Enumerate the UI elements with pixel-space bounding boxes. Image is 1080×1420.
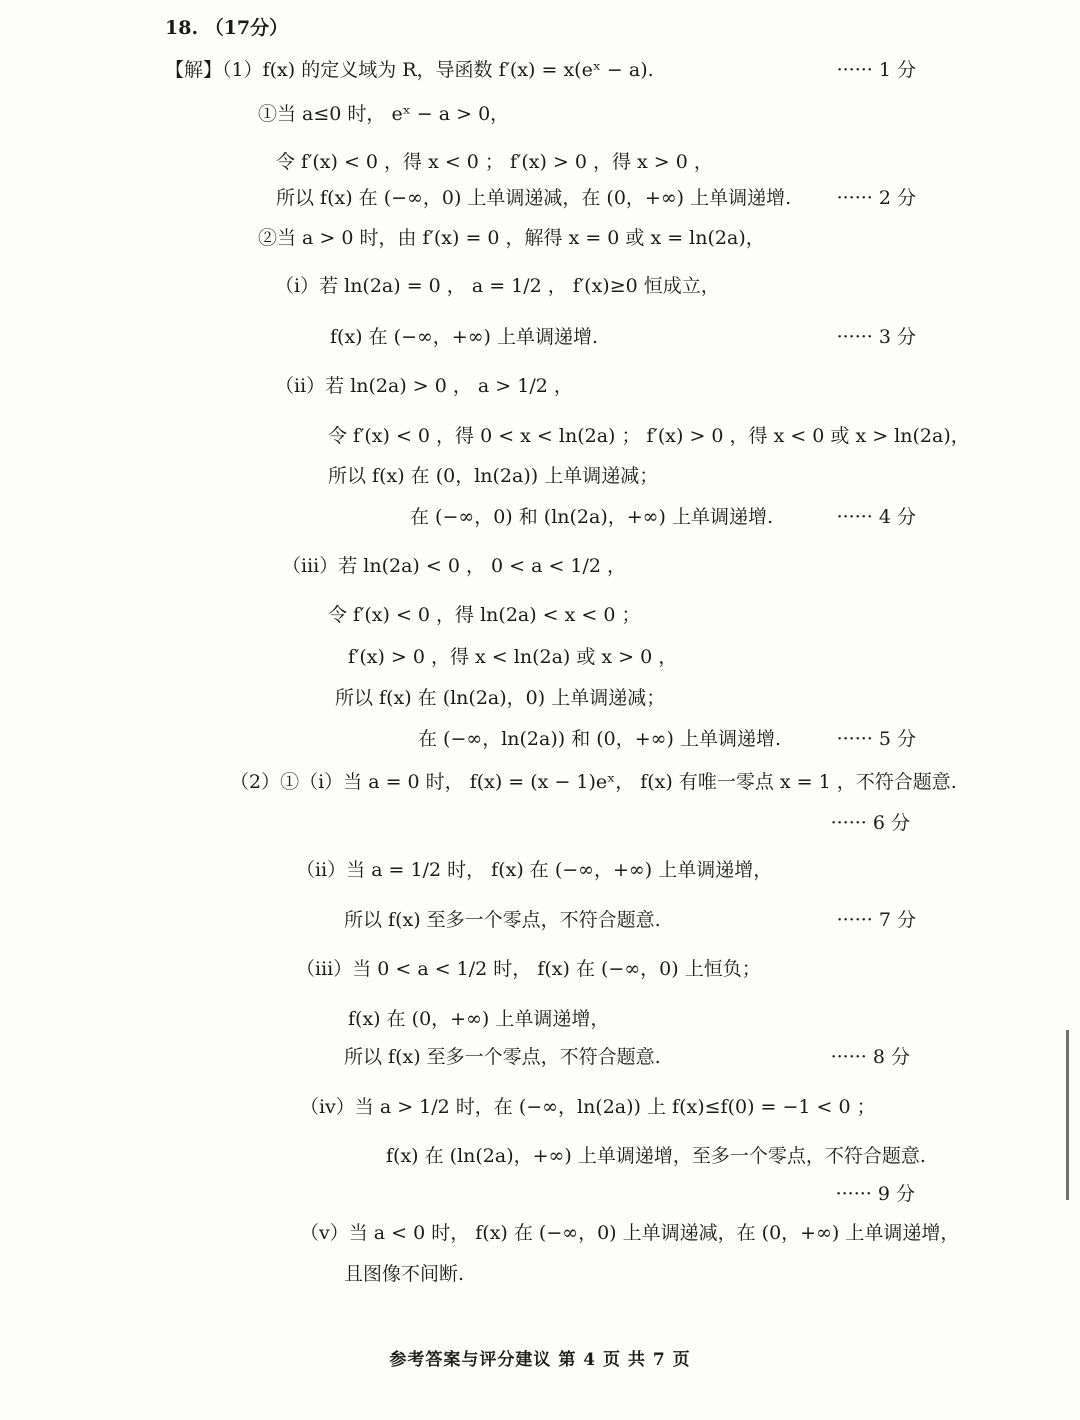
solution-line: 所以 f(x) 至多一个零点，不符合题意. xyxy=(344,1046,661,1068)
solution-line: 在 (−∞，0) 和 (ln(2a)，+∞) 上单调递增. xyxy=(410,506,773,528)
score-mark: ······ 6 分 xyxy=(830,812,910,834)
score-mark: ······ 3 分 xyxy=(836,326,916,348)
score-mark: ······ 9 分 xyxy=(835,1183,915,1205)
solution-line: （ⅱ）若 ln(2a) > 0 ， a > 1/2 ， xyxy=(275,375,573,397)
solution-line: 且图像不间断. xyxy=(344,1263,465,1285)
solution-line: f(x) 在 (0，+∞) 上单调递增， xyxy=(348,1008,610,1030)
score-mark: ······ 2 分 xyxy=(836,187,916,209)
solution-line: f′(x) > 0 ，得 x < ln(2a) 或 x > 0 ， xyxy=(348,646,678,668)
solution-line: 所以 f(x) 至多一个零点，不符合题意. xyxy=(344,909,661,931)
solution-line: 【解】（1）f(x) 的定义域为 R，导函数 f′(x) = x(eˣ − a). xyxy=(165,59,654,81)
solution-line: 所以 f(x) 在 (0，ln(2a)) 上单调递减； xyxy=(328,465,659,487)
solution-line: 在 (−∞，ln(2a)) 和 (0，+∞) 上单调递增. xyxy=(418,728,781,750)
question-header xyxy=(165,14,288,42)
solution-line: ①当 a≤0 时， eˣ − a > 0， xyxy=(258,103,510,125)
score-mark: ······ 4 分 xyxy=(836,506,916,528)
solution-line: f(x) 在 (−∞，+∞) 上单调递增. xyxy=(330,326,599,348)
solution-line: （ⅳ）当 a > 1/2 时，在 (−∞，ln(2a)) 上 f(x)≤f(0) = −1 < 0 ； xyxy=(300,1096,876,1118)
solution-line: （ⅰ）若 ln(2a) = 0 ， a = 1/2 ， f′(x)≥0 恒成立， xyxy=(275,275,720,297)
question-number: 18. xyxy=(165,17,199,39)
score-mark: ······ 7 分 xyxy=(836,909,916,931)
solution-line: （ⅲ）若 ln(2a) < 0 ， 0 < a < 1/2 ， xyxy=(282,555,627,577)
solution-line: （ⅴ）当 a < 0 时， f(x) 在 (−∞，0) 上单调递减，在 (0，+∞) 上单调递增， xyxy=(300,1222,960,1244)
solution-line: （2）①（ⅰ）当 a = 0 时， f(x) = (x − 1)eˣ， f(x) 有唯一零点 x = 1 ，不符合题意. xyxy=(230,771,957,793)
solution-line: （ⅱ）当 a = 1/2 时， f(x) 在 (−∞，+∞) 上单调递增， xyxy=(296,859,773,881)
solution-line: 令 f′(x) < 0 ，得 x < 0 ； f′(x) > 0 ，得 x > 0 ， xyxy=(276,151,713,173)
question-points: （17分） xyxy=(204,17,289,39)
score-mark: ······ 1 分 xyxy=(836,59,916,81)
page-footer: 参考答案与评分建议 第 4 页 共 7 页 xyxy=(389,1350,691,1370)
solution-line: 所以 f(x) 在 (ln(2a)，0) 上单调递减； xyxy=(335,687,666,709)
scan-edge-line xyxy=(1066,1030,1069,1200)
solution-line: 令 f′(x) < 0 ，得 0 < x < ln(2a) ； f′(x) > 0 ，得 x < 0 或 x > ln(2a)， xyxy=(328,425,970,447)
score-mark: ······ 5 分 xyxy=(836,728,916,750)
score-mark: ······ 8 分 xyxy=(830,1046,910,1068)
solution-line: 令 f′(x) < 0 ，得 ln(2a) < x < 0 ； xyxy=(328,604,641,626)
solution-line: （ⅲ）当 0 < a < 1/2 时， f(x) 在 (−∞，0) 上恒负； xyxy=(296,958,761,980)
solution-line: f(x) 在 (ln(2a)，+∞) 上单调递增，至多一个零点，不符合题意. xyxy=(386,1145,926,1167)
solution-line: ②当 a > 0 时，由 f′(x) = 0 ，解得 x = 0 或 x = ln(2a)， xyxy=(258,227,765,249)
solution-line: 所以 f(x) 在 (−∞，0) 上单调递减，在 (0，+∞) 上单调递增. xyxy=(276,187,792,209)
